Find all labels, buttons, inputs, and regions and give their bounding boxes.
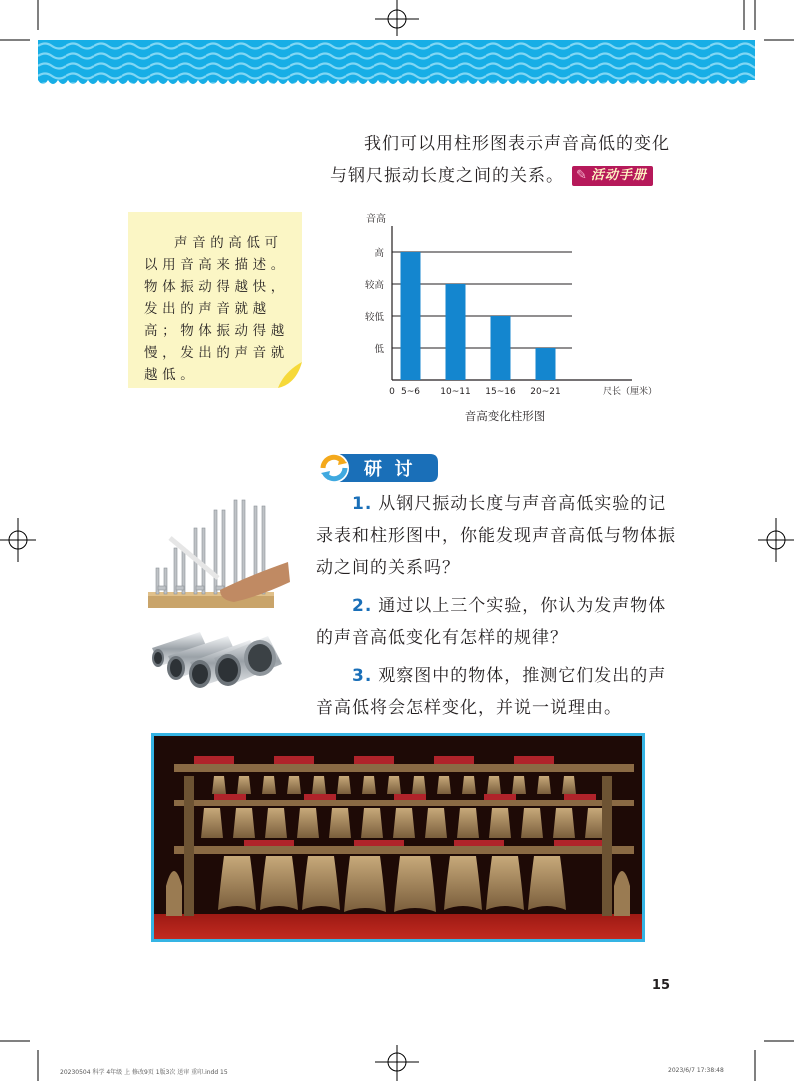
footer-file-info: 20230504 科学 4年级 上 修改9页 1版3次 送审 重印.indd 15 bbox=[60, 1069, 228, 1076]
y-tick-label: 较高 bbox=[364, 280, 384, 291]
discussion-questions bbox=[316, 488, 676, 730]
question-text: 从钢尺振动长度与声音高低实验的记录表和柱形图中，你能发现声音高低与物体振动之间的关系吗？ bbox=[316, 494, 676, 578]
question-number: 2. bbox=[352, 596, 373, 616]
chart-bar bbox=[491, 316, 511, 380]
discussion-badge bbox=[318, 452, 438, 484]
question-text: 通过以上三个实验，你认为发声物体的声音高低变化有怎样的规律？ bbox=[316, 596, 667, 648]
metal-tubes-photo bbox=[150, 628, 285, 690]
x-origin-label: 0 bbox=[389, 387, 395, 397]
chart-title: 音高变化柱形图 bbox=[464, 409, 546, 423]
y-tick-label: 低 bbox=[374, 344, 384, 355]
question-number: 1. bbox=[352, 494, 373, 514]
discussion-title: 研 讨 bbox=[364, 459, 413, 480]
y-tick-label: 较低 bbox=[364, 312, 384, 323]
intro-line-2 bbox=[330, 160, 675, 192]
footer-timestamp: 2023/6/7 17:38:48 bbox=[668, 1067, 724, 1074]
intro-paragraph bbox=[330, 128, 675, 192]
x-tick-label: 15~16 bbox=[485, 387, 516, 397]
chime-bells-photo bbox=[151, 733, 645, 942]
x-tick-labels bbox=[401, 387, 561, 397]
note-line: 以用音高来描述。 bbox=[144, 257, 289, 273]
chime-bells-illustration bbox=[154, 736, 642, 939]
x-tick-label: 5~6 bbox=[401, 387, 420, 397]
pencil-icon: ✎ bbox=[576, 168, 588, 183]
question-1 bbox=[316, 488, 676, 584]
note-line: 越低。 bbox=[144, 367, 199, 383]
activity-handbook-badge bbox=[572, 166, 653, 186]
intro-line-1: 我们可以用柱形图表示声音高低的变化 bbox=[364, 134, 670, 154]
tuning-forks-photo bbox=[148, 498, 290, 610]
note-line: 发出的声音就越 bbox=[144, 301, 271, 317]
note-line: 物体振动得越快， bbox=[144, 279, 289, 295]
pitch-bar-chart bbox=[340, 208, 670, 430]
question-number: 3. bbox=[352, 666, 373, 686]
y-tick-labels bbox=[365, 247, 385, 355]
note-line: 声音的高低可 bbox=[174, 235, 283, 251]
chart-grid bbox=[392, 226, 632, 380]
page-number: 15 bbox=[651, 978, 670, 993]
refresh-arrows-icon bbox=[319, 453, 349, 483]
y-tick-label: 高 bbox=[374, 248, 384, 259]
chart-bar bbox=[536, 348, 556, 380]
x-axis-label: 尺长（厘米） bbox=[603, 387, 658, 397]
wave-banner bbox=[38, 40, 755, 86]
note-text bbox=[144, 232, 292, 386]
x-tick-label: 20~21 bbox=[530, 387, 561, 397]
handbook-label: 活动手册 bbox=[590, 168, 647, 183]
note-line: 高；物体振动得越 bbox=[144, 323, 289, 339]
question-2 bbox=[316, 590, 676, 654]
question-text: 观察图中的物体，推测它们发出的声音高低将会怎样变化，并说一说理由。 bbox=[316, 666, 667, 718]
question-3 bbox=[316, 660, 676, 724]
y-axis-label: 音高 bbox=[366, 214, 386, 225]
x-tick-label: 10~11 bbox=[440, 387, 471, 397]
intro-line-2-text: 与钢尺振动长度之间的关系。 bbox=[330, 166, 564, 186]
note-line: 慢，发出的声音就 bbox=[144, 345, 289, 361]
chart-bar bbox=[446, 284, 466, 380]
chart-bar bbox=[401, 252, 421, 380]
